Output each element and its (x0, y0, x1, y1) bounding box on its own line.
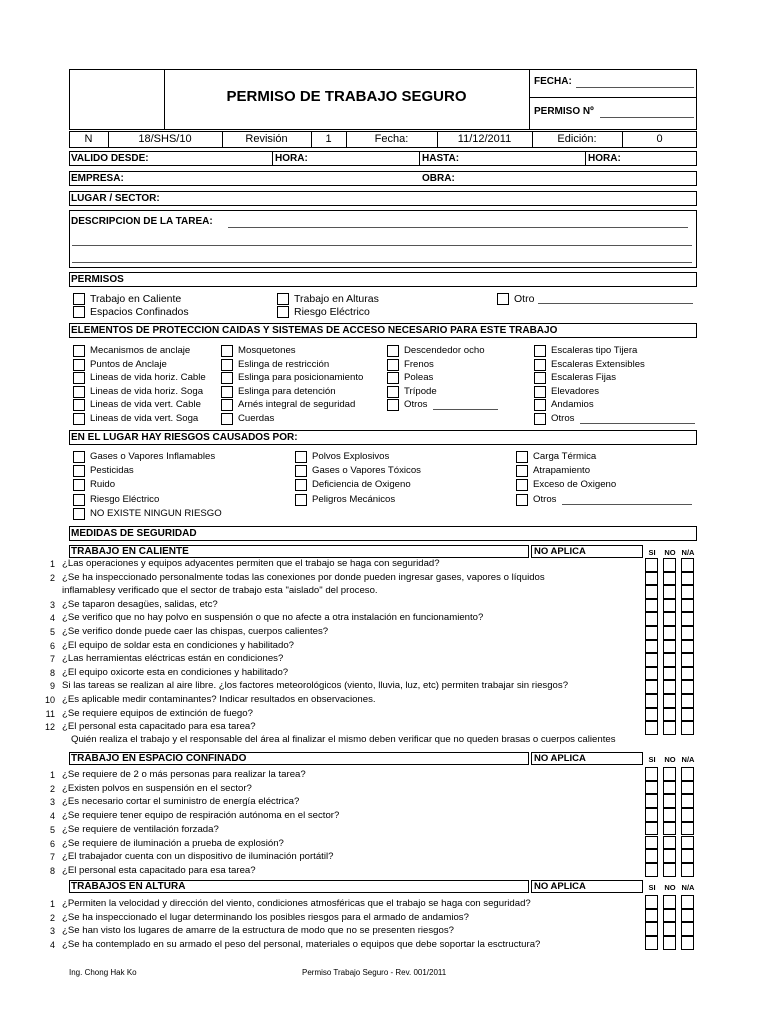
elemento-mecanismos-de-anclaje-checkbox[interactable] (73, 345, 85, 357)
altura-title: TRABAJOS EN ALTURA (71, 881, 186, 892)
header-divider-right (529, 69, 530, 130)
confinado-question-text: ¿El trabajador cuenta con un dispositivo de iluminación portátil? (62, 851, 334, 863)
confinado-question-number: 6 (49, 838, 55, 849)
confinado-na-checkbox[interactable] (681, 836, 694, 850)
obra-label: OBRA: (422, 173, 455, 184)
elemento-otros-checkbox[interactable] (387, 399, 399, 411)
riesgo-otros-label: Otros (533, 493, 557, 505)
riesgo-gases-o-vapores-toxicos-label: Gases o Vapores Tóxicos (312, 465, 421, 477)
caliente-no-checkbox[interactable] (663, 626, 676, 640)
confinado-no-aplica-label: NO APLICA (534, 753, 586, 764)
elemento-andamios-checkbox[interactable] (534, 399, 546, 411)
altura-si-checkbox[interactable] (645, 895, 658, 909)
caliente-title: TRABAJO EN CALIENTE (71, 546, 189, 557)
footer-doc: Permiso Trabajo Seguro - Rev. 001/2011 (302, 968, 447, 977)
confinado-question-number: 4 (49, 811, 55, 822)
caliente-no-aplica-label: NO APLICA (534, 546, 586, 557)
confinado-no-checkbox[interactable] (663, 767, 676, 781)
lugar-label: LUGAR / SECTOR: (71, 193, 160, 204)
caliente-na-checkbox[interactable] (681, 585, 694, 599)
elemento-otros-label: Otros (551, 413, 575, 424)
altura-no-header: NO (664, 883, 676, 892)
riesgo-deficiencia-de-oxigeno-label: Deficiencia de Oxigeno (312, 479, 411, 491)
docinfo-n-value: 18/SHS/10 (138, 133, 192, 145)
elemento-eslinga-para-detencion-checkbox[interactable] (221, 386, 233, 398)
caliente-no-checkbox[interactable] (663, 572, 676, 586)
caliente-question-text: ¿Se taparon desagües, salidas, etc? (62, 598, 218, 610)
confinado-title: TRABAJO EN ESPACIO CONFINADO (71, 753, 247, 764)
elemento-otros-line[interactable] (580, 423, 695, 424)
fecha-line[interactable] (576, 87, 694, 88)
docinfo-revision-label: Revisión (245, 133, 288, 145)
caliente-question-text: ¿Se ha inspeccionado personalmente todas las conexiones por donde pueden ingresar gases, vapores o líquidos (62, 571, 545, 583)
caliente-si-checkbox[interactable] (645, 585, 658, 599)
caliente-question-number: 2 (49, 572, 55, 583)
caliente-question-text: inflamablesy verificado que el sector de trabajo esta "aislado" del proceso. (62, 585, 378, 597)
caliente-question-text: ¿El equipo de soldar esta en condiciones y habilitado? (62, 639, 295, 651)
caliente-no-header: NO (664, 548, 676, 557)
elemento-lineas-de-vida-vert-soga-checkbox[interactable] (73, 413, 85, 425)
elemento-lineas-de-vida-vert-cable-checkbox[interactable] (73, 399, 85, 411)
altura-no-checkbox[interactable] (663, 936, 676, 950)
confinado-no-checkbox[interactable] (663, 863, 676, 877)
confinado-na-checkbox[interactable] (681, 767, 694, 781)
descripcion-label: DESCRIPCION DE LA TAREA: (71, 216, 213, 227)
elemento-cuerdas-checkbox[interactable] (221, 413, 233, 425)
confinado-na-checkbox[interactable] (681, 822, 694, 836)
elemento-otros-label: Otros (404, 399, 428, 411)
riesgo-riesgo-electrico-checkbox[interactable] (73, 494, 85, 506)
caliente-question-text: ¿Las operaciones y equipos adyacentes permiten que el trabajo se haga con seguridad? (62, 558, 440, 569)
caliente-no-checkbox[interactable] (663, 694, 676, 708)
confinado-question-text: ¿Es necesario cortar el suministro de energía eléctrica? (62, 796, 300, 808)
elemento-escaleras-fijas-label: Escaleras Fijas (551, 372, 617, 384)
riesgos-title: EN EL LUGAR HAY RIESGOS CAUSADOS POR: (71, 432, 298, 443)
confinado-question-text: ¿Se requiere tener equipo de respiración autónoma en el sector? (62, 810, 340, 822)
elemento-elevadores-checkbox[interactable] (534, 386, 546, 398)
caliente-question-number: 6 (49, 640, 55, 651)
riesgo-otros-line[interactable] (562, 504, 692, 505)
elemento-arnes-integral-de-seguridad-label: Arnés integral de seguridad (238, 399, 356, 411)
permisos-title-bar (69, 272, 697, 287)
riesgo-carga-termica-checkbox[interactable] (516, 451, 528, 463)
altura-question-number: 1 (49, 899, 55, 909)
elemento-escaleras-extensibles-label: Escaleras Extensibles (551, 358, 645, 370)
elemento-tripode-label: Trípode (404, 385, 437, 397)
riesgo-gases-o-vapores-toxicos-checkbox[interactable] (295, 465, 307, 477)
caliente-question-number: 7 (49, 654, 55, 665)
confinado-question-number: 5 (49, 824, 55, 835)
elemento-mosquetones-label: Mosquetones (238, 345, 296, 356)
permisos-title: PERMISOS (71, 274, 124, 285)
confinado-question-text: ¿Existen polvos en suspensión en el sector? (62, 782, 252, 794)
confinado-question-number: 1 (49, 770, 55, 780)
caliente-na-checkbox[interactable] (681, 694, 694, 708)
elemento-lineas-de-vida-horiz-cable-checkbox[interactable] (73, 372, 85, 384)
altura-question-text: ¿Permiten la velocidad y dirección del viento, condiciones atmosféricas que el trabajo se haga con seguridad? (62, 898, 531, 909)
confinado-na-checkbox[interactable] (681, 808, 694, 822)
altura-na-checkbox[interactable] (681, 895, 694, 909)
confinado-si-checkbox[interactable] (645, 822, 658, 836)
altura-na-checkbox[interactable] (681, 922, 694, 936)
caliente-question-number: 1 (49, 559, 55, 569)
riesgo-deficiencia-de-oxigeno-checkbox[interactable] (295, 479, 307, 491)
altura-question-number: 4 (49, 940, 55, 951)
altura-no-checkbox[interactable] (663, 909, 676, 923)
riesgo-exceso-de-oxigeno-label: Exceso de Oxigeno (533, 479, 617, 491)
permiso-electrico-checkbox[interactable] (277, 306, 289, 318)
caliente-si-checkbox[interactable] (645, 599, 658, 613)
confinado-no-checkbox[interactable] (663, 822, 676, 836)
permiso-alturas-label: Trabajo en Alturas (294, 293, 379, 305)
elemento-eslinga-para-detencion-label: Eslinga para detención (238, 385, 336, 397)
altura-question-number: 2 (49, 912, 55, 923)
confinado-na-checkbox[interactable] (681, 781, 694, 795)
caliente-na-checkbox[interactable] (681, 721, 694, 735)
elemento-eslinga-de-restriccion-checkbox[interactable] (221, 359, 233, 371)
confinado-si-checkbox[interactable] (645, 836, 658, 850)
caliente-question-text: ¿Se verifico donde puede caer las chispas, cuerpos calientes? (62, 626, 329, 637)
caliente-si-header: SI (648, 548, 656, 557)
hora1-label: HORA: (275, 153, 308, 164)
caliente-no-checkbox[interactable] (663, 640, 676, 654)
confinado-no-header: NO (664, 755, 676, 764)
altura-si-checkbox[interactable] (645, 936, 658, 950)
riesgo-ruido-checkbox[interactable] (73, 479, 85, 491)
caliente-si-checkbox[interactable] (645, 572, 658, 586)
confinado-na-checkbox[interactable] (681, 863, 694, 877)
caliente-question-number: 9 (49, 681, 55, 692)
permiso-alturas-checkbox[interactable] (277, 293, 289, 305)
altura-question-text: ¿Se han visto los lugares de amarre de la estructura de modo que no se presenten riesgos? (62, 925, 454, 937)
caliente-si-checkbox[interactable] (645, 667, 658, 681)
elemento-descendedor-ocho-checkbox[interactable] (387, 345, 399, 357)
caliente-question-number: 5 (49, 627, 55, 637)
altura-no-checkbox[interactable] (663, 895, 676, 909)
caliente-question-text: ¿Es aplicable medir contaminantes? Indicar resultados en observaciones. (62, 694, 376, 705)
caliente-question-text: ¿El personal esta capacitado para esa tarea? (62, 721, 256, 733)
hora2-label: HORA: (588, 153, 621, 164)
riesgo-exceso-de-oxigeno-checkbox[interactable] (516, 479, 528, 491)
confinado-si-checkbox[interactable] (645, 808, 658, 822)
riesgo-pesticidas-checkbox[interactable] (73, 465, 85, 477)
caliente-footnote: Quién realiza el trabajo y el responsable del área al finalizar el mismo deben verificar que no queden brasas o cuerpos calientes (71, 734, 616, 745)
elemento-eslinga-para-posicionamiento-checkbox[interactable] (221, 372, 233, 384)
elemento-poleas-checkbox[interactable] (387, 372, 399, 384)
caliente-na-header: N/A (681, 548, 695, 557)
caliente-na-checkbox[interactable] (681, 572, 694, 586)
elemento-tripode-checkbox[interactable] (387, 386, 399, 398)
caliente-na-checkbox[interactable] (681, 708, 694, 722)
caliente-si-checkbox[interactable] (645, 626, 658, 640)
altura-no-aplica-label: NO APLICA (534, 881, 586, 892)
altura-na-header: N/A (681, 883, 695, 892)
caliente-no-checkbox[interactable] (663, 599, 676, 613)
confinado-question-number: 8 (49, 865, 55, 876)
caliente-question-text: ¿Las herramientas eléctricas están en condiciones? (62, 653, 284, 665)
riesgo-ruido-label: Ruido (90, 479, 116, 491)
permiso-line[interactable] (600, 117, 694, 118)
elemento-lineas-de-vida-horiz-cable-label: Lineas de vida horiz. Cable (90, 372, 206, 384)
empresa-row[interactable] (69, 171, 697, 186)
confinado-na-header: N/A (681, 755, 695, 764)
docinfo-edicion-label: Edición: (557, 133, 597, 145)
caliente-question-text: ¿Se requiere equipos de extinción de fuego? (62, 707, 253, 719)
altura-question-number: 3 (49, 926, 55, 937)
elemento-otros-checkbox[interactable] (534, 413, 546, 425)
elemento-eslinga-para-posicionamiento-label: Eslinga para posicionamiento (238, 372, 364, 384)
page-title: PERMISO DE TRABAJO SEGURO (226, 88, 467, 105)
altura-si-header: SI (648, 883, 656, 892)
confinado-na-checkbox[interactable] (681, 794, 694, 808)
riesgo-polvos-explosivos-checkbox[interactable] (295, 451, 307, 463)
elemento-lineas-de-vida-vert-soga-label: Lineas de vida vert. Soga (90, 413, 199, 424)
caliente-question-number: 8 (49, 667, 55, 678)
elemento-poleas-label: Poleas (404, 372, 434, 384)
riesgo-gases-o-vapores-inflamables-checkbox[interactable] (73, 451, 85, 463)
caliente-si-checkbox[interactable] (645, 612, 658, 626)
caliente-si-checkbox[interactable] (645, 558, 658, 572)
permiso-otro-checkbox[interactable] (497, 293, 509, 305)
caliente-no-checkbox[interactable] (663, 667, 676, 681)
elemento-andamios-label: Andamios (551, 399, 594, 411)
confinado-no-checkbox[interactable] (663, 849, 676, 863)
caliente-si-checkbox[interactable] (645, 721, 658, 735)
descripcion-line-2[interactable] (72, 245, 692, 246)
elemento-escaleras-fijas-checkbox[interactable] (534, 372, 546, 384)
header-divider-mid (529, 97, 697, 98)
caliente-na-checkbox[interactable] (681, 626, 694, 640)
caliente-question-number: 4 (49, 613, 55, 624)
caliente-na-checkbox[interactable] (681, 612, 694, 626)
confinado-question-text: ¿El personal esta capacitado para esa tarea? (62, 864, 256, 876)
confinado-no-checkbox[interactable] (663, 836, 676, 850)
confinado-question-text: ¿Se requiere de iluminación a prueba de explosión? (62, 837, 284, 849)
caliente-na-checkbox[interactable] (681, 640, 694, 654)
footer-author: Ing. Chong Hak Ko (69, 968, 137, 977)
altura-si-checkbox[interactable] (645, 922, 658, 936)
confinado-question-number: 7 (49, 852, 55, 863)
docinfo-edicion-value: 0 (656, 133, 663, 145)
docinfo-fecha-value: 11/12/2011 (457, 133, 512, 145)
riesgo-peligros-mecanicos-label: Peligros Mecánicos (312, 493, 396, 505)
caliente-question-text: ¿Se verifico que no hay polvo en suspensión o que no afecte a otra instalación en funcionamiento? (62, 612, 484, 624)
elemento-frenos-checkbox[interactable] (387, 359, 399, 371)
elemento-escaleras-tipo-tijera-label: Escaleras tipo Tijera (551, 345, 638, 356)
elemento-otros-line[interactable] (433, 409, 498, 410)
confinado-si-header: SI (648, 755, 656, 764)
riesgo-pesticidas-label: Pesticidas (90, 465, 134, 477)
permiso-confinados-checkbox[interactable] (73, 306, 85, 318)
docinfo-n-label: N (84, 133, 93, 145)
altura-no-checkbox[interactable] (663, 922, 676, 936)
descripcion-line-3[interactable] (72, 262, 692, 263)
permiso-caliente-checkbox[interactable] (73, 293, 85, 305)
confinado-no-checkbox[interactable] (663, 794, 676, 808)
caliente-si-checkbox[interactable] (645, 640, 658, 654)
elemento-lineas-de-vida-horiz-soga-label: Lineas de vida horiz. Soga (90, 385, 204, 397)
confinado-question-number: 3 (49, 797, 55, 808)
caliente-no-checkbox[interactable] (663, 721, 676, 735)
elemento-puntos-de-anclaje-checkbox[interactable] (73, 359, 85, 371)
caliente-si-checkbox[interactable] (645, 708, 658, 722)
caliente-question-number: 12 (44, 722, 55, 733)
elemento-arnes-integral-de-seguridad-checkbox[interactable] (221, 399, 233, 411)
caliente-si-checkbox[interactable] (645, 653, 658, 667)
elemento-mecanismos-de-anclaje-label: Mecanismos de anclaje (90, 345, 191, 356)
valido-desde-label: VALIDO DESDE: (71, 153, 149, 164)
confinado-na-checkbox[interactable] (681, 849, 694, 863)
confinado-si-checkbox[interactable] (645, 767, 658, 781)
elemento-escaleras-extensibles-checkbox[interactable] (534, 359, 546, 371)
riesgo-riesgo-electrico-label: Riesgo Eléctrico (90, 493, 160, 505)
elemento-escaleras-tipo-tijera-checkbox[interactable] (534, 345, 546, 357)
caliente-question-number: 11 (45, 708, 55, 719)
caliente-no-checkbox[interactable] (663, 708, 676, 722)
caliente-question-number: 10 (44, 695, 55, 705)
elemento-elevadores-label: Elevadores (551, 385, 599, 397)
caliente-no-checkbox[interactable] (663, 585, 676, 599)
riesgo-no-existe-ningun-riesgo-checkbox[interactable] (73, 508, 85, 520)
altura-na-checkbox[interactable] (681, 936, 694, 950)
permiso-otro-line[interactable] (538, 303, 693, 304)
caliente-si-checkbox[interactable] (645, 680, 658, 694)
caliente-question-text: ¿El equipo oxicorte esta en condiciones y habilitado? (62, 666, 289, 678)
riesgo-atrapamiento-label: Atrapamiento (533, 465, 591, 477)
elemento-cuerdas-label: Cuerdas (238, 413, 275, 424)
caliente-na-checkbox[interactable] (681, 680, 694, 694)
riesgo-polvos-explosivos-label: Polvos Explosivos (312, 451, 390, 462)
caliente-na-checkbox[interactable] (681, 599, 694, 613)
riesgo-carga-termica-label: Carga Térmica (533, 451, 597, 462)
lugar-row[interactable] (69, 191, 697, 206)
caliente-no-checkbox[interactable] (663, 558, 676, 572)
permiso-electrico-label: Riesgo Eléctrico (294, 306, 370, 318)
caliente-question-text: Si las tareas se realizan al aire libre. ¿los factores meteorológicos (viento, lluvia, luz, etc) permiten trabajar sin riesgos? (62, 680, 569, 692)
altura-si-checkbox[interactable] (645, 909, 658, 923)
elemento-descendedor-ocho-label: Descendedor ocho (404, 345, 485, 356)
caliente-no-checkbox[interactable] (663, 653, 676, 667)
elemento-lineas-de-vida-horiz-soga-checkbox[interactable] (73, 386, 85, 398)
riesgo-peligros-mecanicos-checkbox[interactable] (295, 494, 307, 506)
caliente-na-checkbox[interactable] (681, 558, 694, 572)
riesgo-otros-checkbox[interactable] (516, 494, 528, 506)
confinado-question-number: 2 (49, 783, 55, 794)
confinado-si-checkbox[interactable] (645, 863, 658, 877)
caliente-no-checkbox[interactable] (663, 612, 676, 626)
caliente-question-number: 3 (49, 599, 55, 610)
descripcion-line-1[interactable] (228, 227, 688, 228)
docinfo-fecha-label: Fecha: (374, 133, 409, 145)
elemento-lineas-de-vida-vert-cable-label: Lineas de vida vert. Cable (90, 399, 201, 411)
confinado-question-text: ¿Se requiere de ventilación forzada? (62, 823, 219, 835)
confinado-no-checkbox[interactable] (663, 781, 676, 795)
medidas-title: MEDIDAS DE SEGURIDAD (71, 528, 197, 539)
elemento-mosquetones-checkbox[interactable] (221, 345, 233, 357)
elemento-frenos-label: Frenos (404, 358, 434, 370)
confinado-no-checkbox[interactable] (663, 808, 676, 822)
altura-question-text: ¿Se ha inspeccionado el lugar determinando los posibles riesgos para el armado de andamios? (62, 911, 469, 923)
altura-na-checkbox[interactable] (681, 909, 694, 923)
altura-question-text: ¿Se ha contemplado en su armado el peso del personal, materiales o equipos que debe soportar la esctructura? (62, 939, 541, 951)
permiso-otro-label: Otro (514, 293, 535, 305)
confinado-si-checkbox[interactable] (645, 794, 658, 808)
hasta-label: HASTA: (422, 153, 460, 164)
caliente-si-checkbox[interactable] (645, 694, 658, 708)
permiso-caliente-label: Trabajo en Caliente (90, 293, 182, 305)
elemento-eslinga-de-restriccion-label: Eslinga de restricción (238, 358, 330, 370)
confinado-question-text: ¿Se requiere de 2 o más personas para realizar la tarea? (62, 769, 306, 780)
fecha-label: FECHA: (534, 76, 572, 87)
riesgo-gases-o-vapores-inflamables-label: Gases o Vapores Inflamables (90, 451, 216, 462)
elemento-puntos-de-anclaje-label: Puntos de Anclaje (90, 358, 167, 370)
caliente-no-checkbox[interactable] (663, 680, 676, 694)
riesgo-atrapamiento-checkbox[interactable] (516, 465, 528, 477)
caliente-na-checkbox[interactable] (681, 667, 694, 681)
confinado-si-checkbox[interactable] (645, 849, 658, 863)
empresa-label: EMPRESA: (71, 173, 124, 184)
caliente-na-checkbox[interactable] (681, 653, 694, 667)
confinado-si-checkbox[interactable] (645, 781, 658, 795)
docinfo-revision-value: 1 (325, 133, 332, 145)
elementos-title: ELEMENTOS DE PROTECCION CAIDAS Y SISTEMAS DE ACCESO NECESARIO PARA ESTE TRABAJO (71, 325, 558, 336)
permiso-confinados-label: Espacios Confinados (90, 306, 189, 318)
permiso-label: PERMISO Nº (534, 106, 594, 117)
riesgo-no-existe-ningun-riesgo-label: NO EXISTE NINGUN RIESGO (90, 507, 222, 519)
